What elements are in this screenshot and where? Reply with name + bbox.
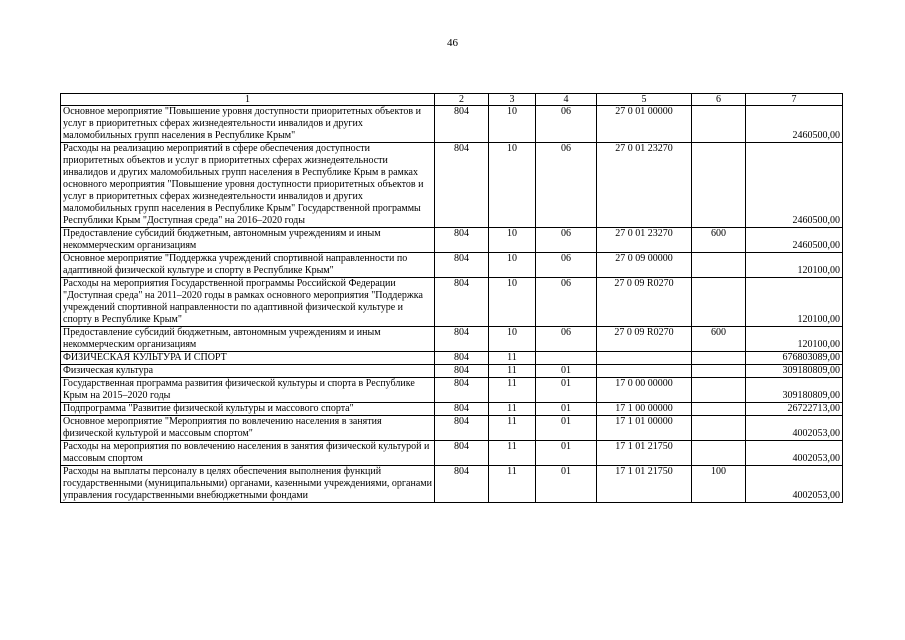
row-subsection-code: 06 bbox=[536, 228, 597, 253]
row-expense-type bbox=[692, 416, 746, 441]
row-subsection-code: 06 bbox=[536, 143, 597, 228]
row-target-article: 27 0 09 00000 bbox=[597, 253, 692, 278]
row-description: Расходы на мероприятия по вовлечению населения в занятия физической культурой и массовым спортом bbox=[61, 441, 435, 466]
row-expense-type bbox=[692, 253, 746, 278]
row-section-code: 11 bbox=[489, 365, 536, 378]
row-subsection-code bbox=[536, 352, 597, 365]
row-amount: 120100,00 bbox=[746, 253, 843, 278]
row-amount: 2460500,00 bbox=[746, 228, 843, 253]
row-department-code: 804 bbox=[435, 416, 489, 441]
row-description: Подпрограмма "Развитие физической культуры и массового спорта" bbox=[61, 403, 435, 416]
row-department-code: 804 bbox=[435, 228, 489, 253]
table-row bbox=[61, 365, 843, 378]
row-section-code: 10 bbox=[489, 228, 536, 253]
row-expense-type: 600 bbox=[692, 228, 746, 253]
row-department-code: 804 bbox=[435, 466, 489, 503]
table-row bbox=[61, 228, 843, 253]
row-subsection-code: 01 bbox=[536, 378, 597, 403]
row-department-code: 804 bbox=[435, 365, 489, 378]
row-description: Физическая культура bbox=[61, 365, 435, 378]
row-amount: 120100,00 bbox=[746, 327, 843, 352]
row-expense-type: 100 bbox=[692, 466, 746, 503]
table-row bbox=[61, 352, 843, 365]
row-amount: 26722713,00 bbox=[746, 403, 843, 416]
row-section-code: 11 bbox=[489, 352, 536, 365]
row-subsection-code: 01 bbox=[536, 416, 597, 441]
row-amount: 120100,00 bbox=[746, 278, 843, 327]
row-description: Предоставление субсидий бюджетным, автономным учреждениям и иным некоммерческим организациям bbox=[61, 228, 435, 253]
row-amount: 4002053,00 bbox=[746, 466, 843, 503]
table-row bbox=[61, 143, 843, 228]
row-target-article: 27 0 09 R0270 bbox=[597, 278, 692, 327]
row-target-article: 27 0 01 00000 bbox=[597, 106, 692, 143]
row-subsection-code: 06 bbox=[536, 327, 597, 352]
header-col-3: 3 bbox=[489, 94, 536, 106]
row-target-article bbox=[597, 352, 692, 365]
row-target-article: 17 1 01 21750 bbox=[597, 466, 692, 503]
table-row bbox=[61, 441, 843, 466]
header-col-4: 4 bbox=[536, 94, 597, 106]
row-department-code: 804 bbox=[435, 106, 489, 143]
row-section-code: 11 bbox=[489, 466, 536, 503]
row-expense-type bbox=[692, 106, 746, 143]
row-section-code: 10 bbox=[489, 327, 536, 352]
row-department-code: 804 bbox=[435, 403, 489, 416]
table-row bbox=[61, 106, 843, 143]
budget-table bbox=[60, 93, 843, 503]
row-amount: 2460500,00 bbox=[746, 143, 843, 228]
row-department-code: 804 bbox=[435, 378, 489, 403]
row-section-code: 11 bbox=[489, 416, 536, 441]
row-target-article: 17 0 00 00000 bbox=[597, 378, 692, 403]
page-number: 46 bbox=[447, 37, 458, 49]
row-expense-type bbox=[692, 143, 746, 228]
row-description: Расходы на мероприятия Государственной программы Российской Федерации "Доступная среда" на 2011–2020 годы в рамках основного мероприятия "Поддержка учреждений спортивной направленности по адаптивной физической культуре и спорту в Республике Крым" bbox=[61, 278, 435, 327]
row-department-code: 804 bbox=[435, 352, 489, 365]
table-row bbox=[61, 466, 843, 503]
row-amount: 4002053,00 bbox=[746, 416, 843, 441]
row-amount: 4002053,00 bbox=[746, 441, 843, 466]
row-section-code: 11 bbox=[489, 403, 536, 416]
row-expense-type bbox=[692, 278, 746, 327]
row-subsection-code: 06 bbox=[536, 106, 597, 143]
header-col-2: 2 bbox=[435, 94, 489, 106]
header-col-5: 5 bbox=[597, 94, 692, 106]
row-section-code: 10 bbox=[489, 106, 536, 143]
row-target-article: 27 0 01 23270 bbox=[597, 228, 692, 253]
row-amount: 309180809,00 bbox=[746, 378, 843, 403]
row-amount: 2460500,00 bbox=[746, 106, 843, 143]
row-subsection-code: 01 bbox=[536, 365, 597, 378]
row-section-code: 10 bbox=[489, 253, 536, 278]
row-description: Основное мероприятие "Поддержка учреждений спортивной направленности по адаптивной физической культуре и спорту в Республике Крым" bbox=[61, 253, 435, 278]
row-description: Предоставление субсидий бюджетным, автономным учреждениям и иным некоммерческим организациям bbox=[61, 327, 435, 352]
row-target-article: 17 1 01 00000 bbox=[597, 416, 692, 441]
header-col-1: 1 bbox=[61, 94, 435, 106]
header-col-6: 6 bbox=[692, 94, 746, 106]
row-amount: 676803089,00 bbox=[746, 352, 843, 365]
row-section-code: 10 bbox=[489, 143, 536, 228]
row-subsection-code: 06 bbox=[536, 253, 597, 278]
row-description: Расходы на реализацию мероприятий в сфере обеспечения доступности приоритетных объектов и услуг в приоритетных сферах жизнедеятельности инвалидов и других маломобильных групп населения в Республике Крым в рамках основного мероприятия "Повышение уровня доступности приоритетных объектов и услуг в приоритетных сферах жизнедеятельности инвалидов и других маломобильных групп населения в Республике Крым" Государственной программы Республики Крым "Доступная среда" на 2016–2020 годы bbox=[61, 143, 435, 228]
row-description: Основное мероприятие "Повышение уровня доступности приоритетных объектов и услуг в приоритетных сферах жизнедеятельности инвалидов и других маломобильных групп населения в Республике Крым" bbox=[61, 106, 435, 143]
row-expense-type bbox=[692, 352, 746, 365]
row-section-code: 11 bbox=[489, 441, 536, 466]
table-row bbox=[61, 327, 843, 352]
row-department-code: 804 bbox=[435, 143, 489, 228]
row-target-article: 17 1 01 21750 bbox=[597, 441, 692, 466]
row-subsection-code: 01 bbox=[536, 403, 597, 416]
table-header-row bbox=[61, 94, 843, 106]
header-col-7: 7 bbox=[746, 94, 843, 106]
row-expense-type bbox=[692, 441, 746, 466]
row-target-article: 17 1 00 00000 bbox=[597, 403, 692, 416]
row-department-code: 804 bbox=[435, 278, 489, 327]
table-row bbox=[61, 403, 843, 416]
row-description: Основное мероприятие "Мероприятия по вовлечению населения в занятия физической культурой и массовым спортом" bbox=[61, 416, 435, 441]
row-description: Расходы на выплаты персоналу в целях обеспечения выполнения функций государственными (муниципальными) органами, казенными учреждениями, органами управления государственными внебюджетными фондами bbox=[61, 466, 435, 503]
row-department-code: 804 bbox=[435, 253, 489, 278]
row-subsection-code: 01 bbox=[536, 466, 597, 503]
row-amount: 309180809,00 bbox=[746, 365, 843, 378]
table-row bbox=[61, 416, 843, 441]
row-expense-type: 600 bbox=[692, 327, 746, 352]
row-section-code: 10 bbox=[489, 278, 536, 327]
row-description: ФИЗИЧЕСКАЯ КУЛЬТУРА И СПОРТ bbox=[61, 352, 435, 365]
row-target-article: 27 0 09 R0270 bbox=[597, 327, 692, 352]
row-target-article bbox=[597, 365, 692, 378]
row-section-code: 11 bbox=[489, 378, 536, 403]
row-target-article: 27 0 01 23270 bbox=[597, 143, 692, 228]
row-expense-type bbox=[692, 378, 746, 403]
row-subsection-code: 06 bbox=[536, 278, 597, 327]
row-description: Государственная программа развития физической культуры и спорта в Республике Крым на 2015–2020 годы bbox=[61, 378, 435, 403]
row-subsection-code: 01 bbox=[536, 441, 597, 466]
row-expense-type bbox=[692, 365, 746, 378]
table-row bbox=[61, 378, 843, 403]
table-row bbox=[61, 278, 843, 327]
row-department-code: 804 bbox=[435, 441, 489, 466]
table-row bbox=[61, 253, 843, 278]
row-expense-type bbox=[692, 403, 746, 416]
row-department-code: 804 bbox=[435, 327, 489, 352]
